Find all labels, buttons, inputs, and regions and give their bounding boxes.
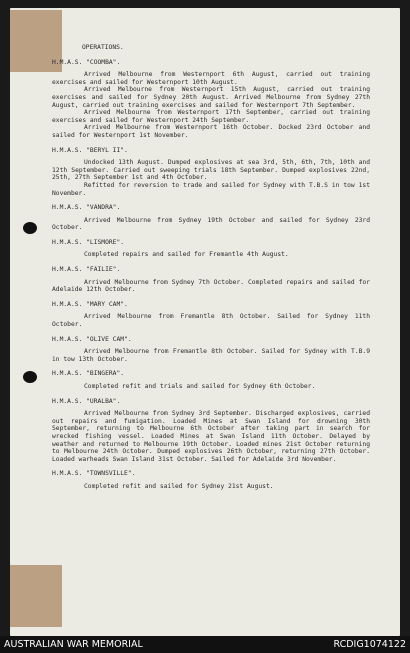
- ship-name: H.M.A.S. "TOWNSVILLE".: [52, 470, 136, 478]
- ship-report-paragraph: Arrived Melbourne from Sydney 19th October and sailed for Sydney 23rd October.: [52, 216, 370, 232]
- ship-name: H.M.A.S. "BINGERA".: [52, 370, 125, 378]
- ship-report-paragraph: Arrived Melbourne from Westernport 6th August, carried out training exercises and sailed for Westernport 10th August.: [52, 71, 370, 86]
- operations-list: [52, 59, 370, 491]
- ship-entry: [52, 336, 370, 364]
- ship-report-paragraph: Arrived Melbourne from Fremantle 8th October. Sailed for Sydney 11th October.: [52, 313, 370, 329]
- document-heading: OPERATIONS.: [82, 44, 124, 51]
- ship-report-paragraph: Arrived Melbourne from Westernport 17th September, carried out training exercises and sailed for Westernport 24th September.: [52, 109, 370, 124]
- ship-name: H.M.A.S. "LISMORE".: [52, 238, 125, 246]
- ship-entry: [52, 59, 370, 140]
- ship-name: H.M.A.S. "OLIVE CAM".: [52, 335, 132, 343]
- ship-report-paragraph: Arrived Melbourne from Westernport 15th August, carried out training exercises and sailed for Sydney 20th August. Arrived Melbourne from Sydney 27th August, carried out training exercises and sailed for Westernport 7th September.: [52, 86, 370, 109]
- archive-footer: [0, 636, 410, 653]
- ship-report-paragraph: Completed refit and trials and sailed for Sydney 6th October.: [84, 383, 316, 390]
- ship-report-paragraph: Refitted for reversion to trade and sailed for Sydney with T.B.S in tow 1st November.: [52, 181, 370, 197]
- ship-entry: [52, 301, 370, 329]
- ship-entry: [52, 398, 370, 464]
- ship-report-paragraph: Arrived Melbourne from Westernport 16th October. Docked 23rd October and sailed for Westernport 1st November.: [52, 124, 370, 139]
- ship-name: H.M.A.S. "URALBA".: [52, 397, 121, 405]
- ship-entry: [52, 266, 370, 294]
- ship-report-paragraph: Arrived Melbourne from Sydney 3rd September. Discharged explosives, carried out repairs and fumigation. Loaded Mines at Swan Island for drowning 30th September, returning to Melbourne 6th October after taking part in search for wrecked fishing vessel. Loaded Mines at Swan Island 11th October. Delayed by weather and returned to Melbourne 19th October. Loaded mines 21st October returning to Melbourne 24th October. Dumped explosives 26th October, returning 27th October. Loaded warheads Swan Island 31st October. Sailed for Adelaide 3rd November.: [52, 410, 370, 463]
- ship-report-paragraph: Completed refit and sailed for Sydney 21st August.: [84, 482, 274, 490]
- ship-name: H.M.A.S. "FAILIE".: [52, 266, 121, 274]
- ship-entry: [52, 147, 370, 198]
- ship-entry: [52, 239, 370, 259]
- document-body: [52, 44, 370, 491]
- ship-name: H.M.A.S. "COOMBA".: [52, 58, 121, 66]
- ship-report-paragraph: Arrived Melbourne from Fremantle 8th October. Sailed for Sydney with T.B.9 in tow 13th October.: [52, 348, 370, 363]
- ship-report-paragraph: Completed repairs and sailed for Fremantle 4th August.: [84, 251, 289, 259]
- archive-name: AUSTRALIAN WAR MEMORIAL: [4, 639, 143, 650]
- ship-name: H.M.A.S. "MARY CAM".: [52, 300, 128, 308]
- punch-hole-upper: [23, 222, 37, 234]
- archive-reference: RCDIG1074122: [333, 639, 406, 650]
- ship-entry: [52, 204, 370, 232]
- ship-entry: [52, 370, 370, 390]
- adhesive-tape-bottom: [10, 565, 62, 627]
- ship-name: H.M.A.S. "BERYL II".: [52, 146, 128, 154]
- ship-report-paragraph: Arrived Melbourne from Sydney 7th October. Completed repairs and sailed for Adelaide 12th October.: [52, 278, 370, 294]
- ship-entry: [52, 470, 370, 490]
- ship-name: H.M.A.S. "VANDRA".: [52, 204, 121, 212]
- punch-hole-lower: [23, 371, 37, 383]
- ship-report-paragraph: Undocked 13th August. Dumped explosives at sea 3rd, 5th, 6th, 7th, 10th and 12th September. Carried out sweeping trials 18th September. Dumped explosives 22nd, 25th, 27th September 1st and 4th October.: [52, 159, 370, 182]
